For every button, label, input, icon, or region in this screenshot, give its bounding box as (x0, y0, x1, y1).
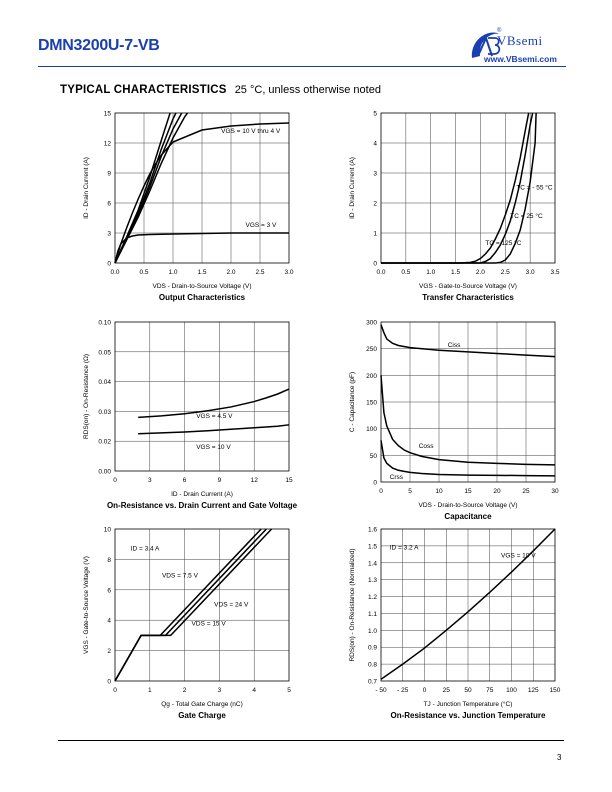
chart-title: Gate Charge (178, 711, 226, 720)
x-tick-label: 4 (252, 687, 257, 694)
x-tick-label: 1.5 (451, 269, 461, 276)
x-tick-label: 5 (287, 687, 291, 694)
x-tick-label: 0.0 (110, 269, 120, 276)
x-tick-label: 3 (147, 477, 152, 484)
chart-panel-5 (83, 527, 291, 721)
y-tick-label: 1.1 (367, 610, 377, 618)
x-axis-label: VGS - Gate-to-Source Voltage (V) (419, 283, 517, 290)
x-axis-label: VDS - Drain-to-Source Voltage (V) (152, 283, 252, 290)
x-tick-label: 2.0 (226, 269, 236, 276)
y-tick-label: 0.00 (98, 468, 111, 476)
section-subtitle: 25 °C, unless otherwise noted (234, 84, 381, 96)
x-axis-label: Qg - Total Gate Charge (nC) (161, 701, 243, 708)
x-axis-label: VDS - Drain-to-Source Voltage (V) (418, 502, 518, 509)
x-tick-label: 10 (435, 488, 443, 495)
chart-panel-1 (83, 111, 294, 303)
x-tick-label: 0.5 (139, 269, 149, 276)
x-tick-label: 9 (217, 477, 222, 484)
y-tick-label: 4 (107, 617, 111, 625)
y-axis-label: VGS - Gate-to-Source Voltage (V) (83, 556, 90, 654)
y-tick-label: 200 (366, 372, 377, 380)
y-tick-label: 1.2 (367, 594, 377, 602)
x-tick-label: 0 (379, 488, 383, 495)
x-tick-label: 0 (422, 687, 427, 694)
y-tick-label: 0 (107, 678, 111, 686)
series-line-5 (115, 113, 188, 263)
y-tick-label: 3 (373, 170, 377, 178)
x-tick-label: 1 (147, 687, 152, 694)
x-tick-label: 3.5 (550, 269, 560, 276)
y-tick-label: 9 (107, 170, 111, 178)
chart-title: On-Resistance vs. Drain Current and Gate Voltage (106, 501, 298, 510)
x-tick-label: 0 (113, 687, 117, 694)
x-tick-label: 50 (464, 687, 472, 694)
x-tick-label: 1.0 (426, 269, 436, 276)
y-tick-label: 2 (107, 648, 111, 656)
chart-panel-4 (349, 320, 559, 522)
x-tick-label: - 50 (375, 687, 387, 694)
curve-annotation: VDS = 7.5 V (161, 572, 198, 580)
y-tick-label: 4 (373, 140, 377, 148)
y-tick-label: 8 (107, 556, 111, 564)
curve-annotation: VDS = 15 V (191, 620, 226, 628)
y-tick-label: 0.04 (98, 379, 111, 387)
y-axis-label: ID - Drain Current (A) (349, 157, 356, 219)
x-tick-label: 25 (522, 488, 530, 495)
x-tick-label: 6 (182, 477, 187, 484)
y-axis-label: RDS(on) - On-Resistance (Normalized) (349, 548, 356, 662)
curve-annotation: VGS = 4.5 V (196, 412, 233, 420)
x-tick-label: 15 (464, 488, 472, 495)
x-tick-label: 0 (113, 477, 117, 484)
y-tick-label: 0 (107, 260, 111, 268)
curve-annotation: TC = - 55 °C (516, 184, 553, 192)
y-tick-label: 0.02 (98, 438, 111, 446)
y-tick-label: 0.10 (98, 319, 111, 327)
y-tick-label: 0.9 (367, 644, 377, 652)
part-number: DMN3200U-7-VB (38, 37, 160, 54)
curve-annotation: VGS = 10 V thru 4 V (221, 128, 281, 135)
y-axis-label: ID - Drain Current (A) (83, 157, 90, 219)
x-tick-label: 0.0 (376, 269, 386, 276)
page-number: 3 (557, 753, 562, 762)
x-tick-label: 1.0 (168, 269, 178, 276)
x-tick-label: 3 (217, 687, 222, 694)
y-tick-label: 1.5 (367, 543, 377, 551)
x-axis-label: TJ - Junction Temperature (°C) (423, 701, 513, 708)
x-tick-label: 20 (493, 488, 501, 495)
curve-annotation: VDS = 24 V (214, 601, 249, 609)
y-tick-label: 15 (103, 110, 111, 118)
website-link[interactable]: www.VBsemi.com (484, 54, 557, 64)
chart-title: Transfer Characteristics (422, 293, 514, 302)
y-tick-label: 150 (366, 399, 377, 407)
curve-annotation: ID = 3.4 A (130, 545, 160, 553)
x-tick-label: 0.5 (401, 269, 411, 276)
x-tick-label: 15 (285, 477, 293, 484)
y-tick-label: 100 (366, 426, 377, 434)
x-tick-label: 2.5 (255, 269, 265, 276)
section-title: TYPICAL CHARACTERISTICS (60, 84, 227, 96)
y-tick-label: 12 (103, 140, 111, 148)
y-tick-label: 0 (373, 260, 377, 268)
curve-annotation: VGS = 3 V (245, 222, 277, 229)
y-tick-label: 300 (366, 319, 377, 327)
y-tick-label: 6 (107, 587, 111, 595)
x-tick-label: 25 (442, 687, 450, 694)
curve-annotation: VGS = 10 V (501, 552, 536, 560)
y-tick-label: 0.8 (367, 661, 377, 669)
x-tick-label: 5 (408, 488, 412, 495)
chart-title: Output Characteristics (158, 293, 246, 302)
curve-annotation: TC = 25 °C (510, 213, 543, 220)
curve-annotation: Coss (418, 442, 434, 450)
y-tick-label: 250 (366, 346, 377, 354)
curve-annotation: TC = 125 °C (485, 240, 522, 247)
curve-annotation: ID = 3.2 A (389, 544, 419, 552)
x-tick-label: 30 (551, 488, 559, 495)
x-tick-label: 2.0 (475, 269, 485, 276)
curve-annotation: VGS = 10 V (196, 443, 231, 451)
x-tick-label: 2.5 (500, 269, 510, 276)
chart-panel-2 (349, 111, 560, 303)
y-tick-label: 5 (373, 110, 377, 118)
chart-panel-6 (349, 527, 561, 721)
y-tick-label: 50 (369, 452, 377, 460)
x-tick-label: 3.0 (284, 269, 294, 276)
y-tick-label: 0 (373, 479, 377, 487)
x-tick-label: 1.5 (197, 269, 207, 276)
footer-divider (58, 740, 564, 741)
chart-panel-3 (83, 320, 298, 511)
y-tick-label: 0.03 (98, 408, 111, 416)
x-tick-label: - 25 (397, 687, 409, 694)
x-tick-label: 12 (250, 477, 258, 484)
chart-title: On-Resistance vs. Junction Temperature (390, 711, 546, 720)
y-tick-label: 6 (107, 200, 111, 208)
x-tick-label: 75 (486, 687, 494, 694)
y-tick-label: 0.7 (367, 678, 377, 686)
chart-title: Capacitance (444, 512, 492, 521)
y-axis-label: C - Capacitance (pF) (349, 371, 356, 433)
curve-annotation: Crss (389, 473, 404, 481)
x-tick-label: 3.0 (525, 269, 535, 276)
x-tick-label: 150 (549, 687, 561, 694)
y-tick-label: 3 (107, 230, 111, 238)
y-tick-label: 10 (103, 526, 111, 534)
x-tick-label: 100 (506, 687, 517, 694)
y-tick-label: 1.6 (367, 526, 377, 534)
series-line-2 (138, 425, 289, 434)
brand-name: VBsemi (497, 33, 543, 48)
y-tick-label: 1 (373, 230, 377, 238)
y-tick-label: 2 (373, 200, 377, 208)
y-tick-label: 0.05 (98, 349, 111, 357)
curve-annotation: Ciss (447, 342, 461, 350)
y-tick-label: 1.3 (367, 577, 377, 585)
x-tick-label: 2 (182, 687, 187, 694)
x-axis-label: ID - Drain Current (A) (171, 491, 233, 498)
y-axis-label: RDS(on) - On-Resistance (Ω) (83, 353, 90, 440)
y-tick-label: 1.0 (367, 627, 377, 635)
y-tick-label: 1.4 (367, 560, 377, 568)
trademark-mark: ® (497, 28, 502, 34)
x-tick-label: 125 (527, 687, 539, 694)
